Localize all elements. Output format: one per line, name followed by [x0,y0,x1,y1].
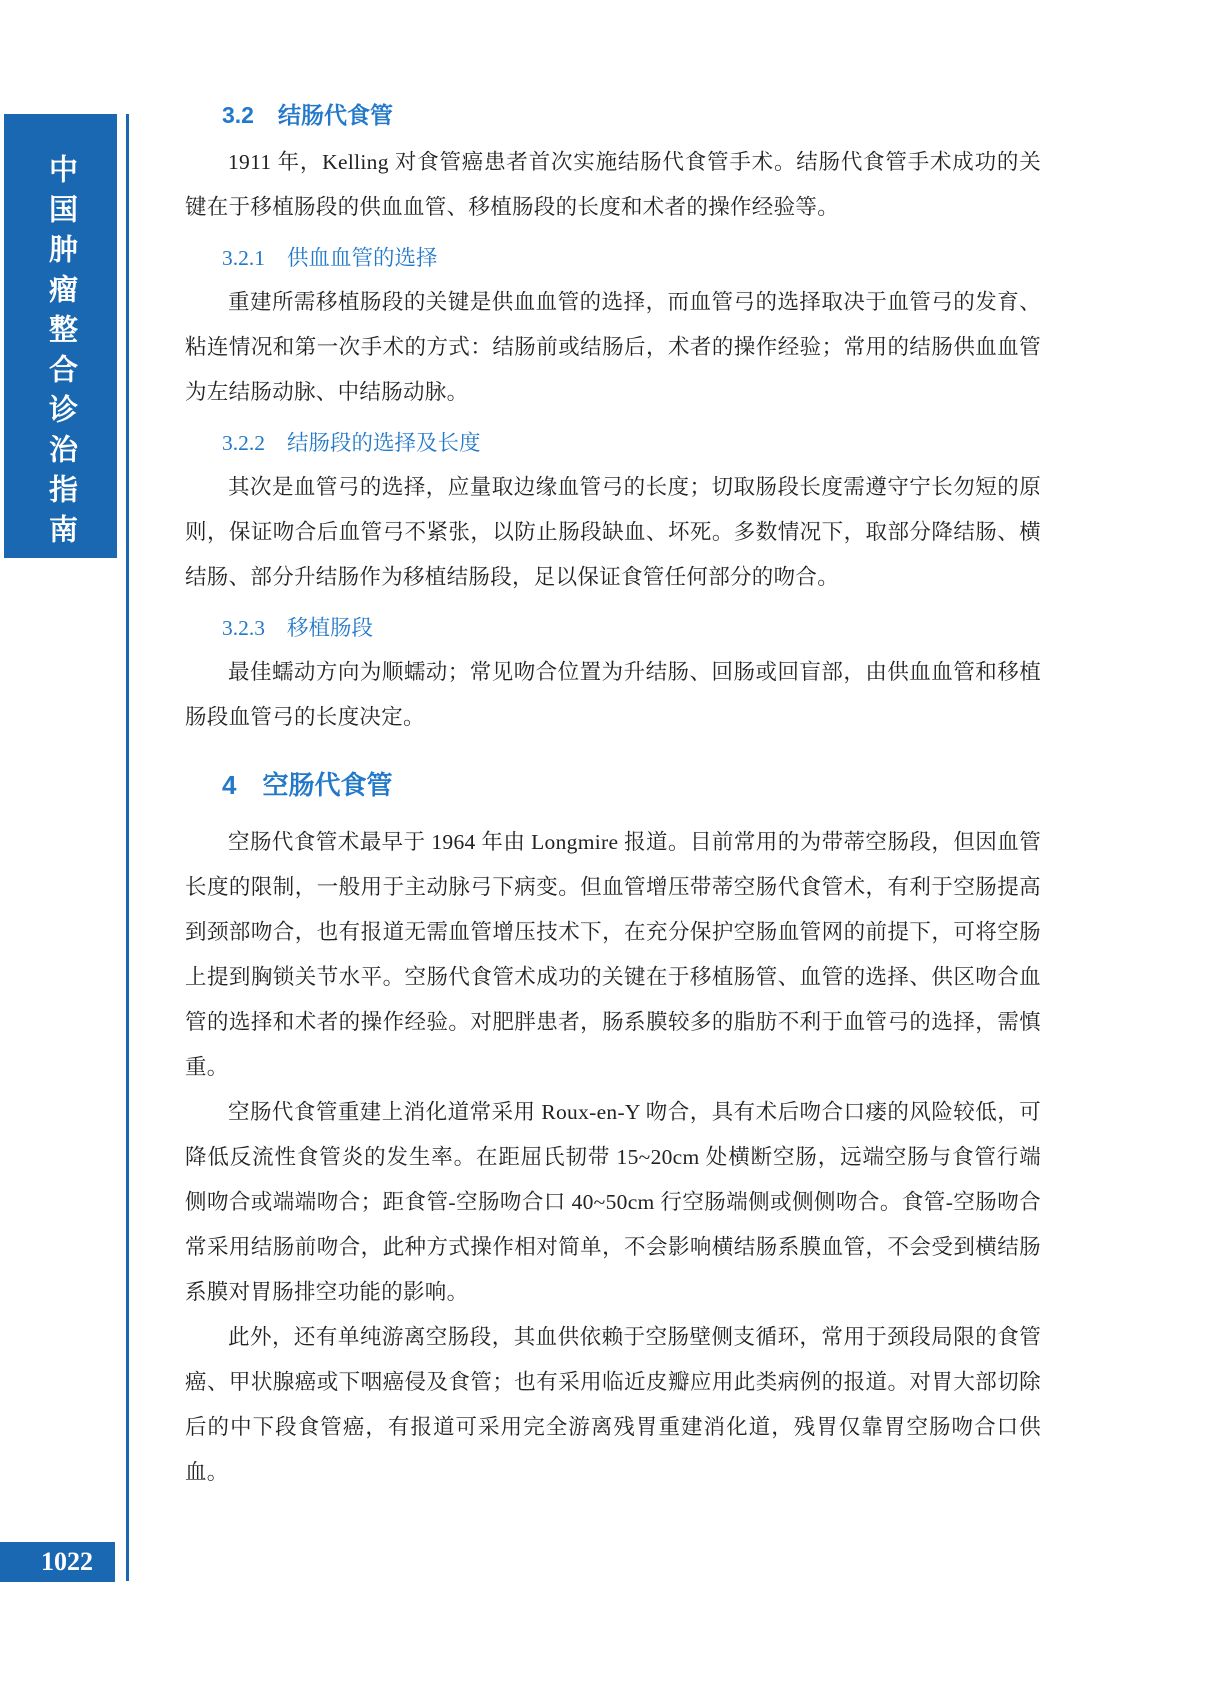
heading-3-2-1 [185,242,1041,274]
heading-3-2-3 [185,612,1041,644]
paragraph-3-2-1: 重建所需移植肠段的关键是供血血管的选择，而血管弓的选择取决于血管弓的发育、粘连情况和第一次手术的方式：结肠前或结肠后，术者的操作经验；常用的结肠供血血管为左结肠动脉、中结肠动脉。 [185,290,1041,404]
heading-3-2-2 [185,427,1041,459]
paragraph-3-2: 1911 年，Kelling 对食管癌患者首次实施结肠代食管手术。结肠代食管手术成功的关键在于移植肠段的供血血管、移植肠段的长度和术者的操作经验等。 [185,150,1041,219]
heading-4-number: 4 [222,770,237,800]
content-area [185,100,1041,1495]
heading-3-2-1-title: 供血血管的选择 [287,246,438,270]
vertical-divider [126,114,129,1581]
heading-3-2-3-number: 3.2.3 [222,616,265,640]
sidebar-banner [4,114,117,558]
heading-3-2-2-title: 结肠段的选择及长度 [287,431,481,455]
paragraph-3-2-2: 其次是血管弓的选择，应量取边缘血管弓的长度；切取肠段长度需遵守宁长勿短的原则，保证吻合后血管弓不紧张，以防止肠段缺血、坏死。多数情况下，取部分降结肠、横结肠、部分升结肠作为移植结肠段，足以保证食管任何部分的吻合。 [185,475,1041,589]
heading-3-2-title: 结肠代食管 [277,102,393,128]
paragraph-4-a: 空肠代食管术最早于 1964 年由 Longmire 报道。目前常用的为带蒂空肠段，但因血管长度的限制，一般用于主动脉弓下病变。但血管增压带蒂空肠代食管术，有利于空肠提高到颈部吻合，也有报道无需血管增压技术下，在充分保护空肠血管网的前提下，可将空肠上提到胸锁关节水平。空肠代食管术成功的关键在于移植肠管、血管的选择、供区吻合血管的选择和术者的操作经验。对肥胖患者，肠系膜较多的脂肪不利于血管弓的选择，需慎重。 [185,830,1041,1079]
paragraph-4-c: 此外，还有单纯游离空肠段，其血供依赖于空肠壁侧支循环，常用于颈段局限的食管癌、甲状腺癌或下咽癌侵及食管；也有采用临近皮瓣应用此类病例的报道。对胃大部切除后的中下段食管癌，有报道可采用完全游离残胃重建消化道，残胃仅靠胃空肠吻合口供血。 [185,1325,1041,1484]
heading-3-2 [185,100,1041,130]
heading-3-2-1-number: 3.2.1 [222,246,265,270]
page-number-box [0,1542,115,1582]
page-number-label: 1022 [41,1547,93,1576]
heading-4 [185,768,1041,802]
sidebar-banner-label: 中国肿瘤整合诊治指南 [45,154,77,554]
paragraph-3-2-3: 最佳蠕动方向为顺蠕动；常见吻合位置为升结肠、回肠或回盲部，由供血血管和移植肠段血管弓的长度决定。 [185,660,1041,729]
paragraph-4-b: 空肠代食管重建上消化道常采用 Roux-en-Y 吻合，具有术后吻合口瘘的风险较低，可降低反流性食管炎的发生率。在距屈氏韧带 15~20cm 处横断空肠，远端空肠与食管行端侧吻合或端端吻合；距食管-空肠吻合口 40~50cm 行空肠端侧或侧侧吻合。食管-空肠吻合常采用结肠前吻合，此种方式操作相对简单，不会影响横结肠系膜血管，不会受到横结肠系膜对胃肠排空功能的影响。 [185,1100,1041,1304]
heading-3-2-number: 3.2 [222,102,254,128]
heading-4-title: 空肠代食管 [262,770,393,800]
heading-3-2-2-number: 3.2.2 [222,431,265,455]
heading-3-2-3-title: 移植肠段 [287,616,374,640]
